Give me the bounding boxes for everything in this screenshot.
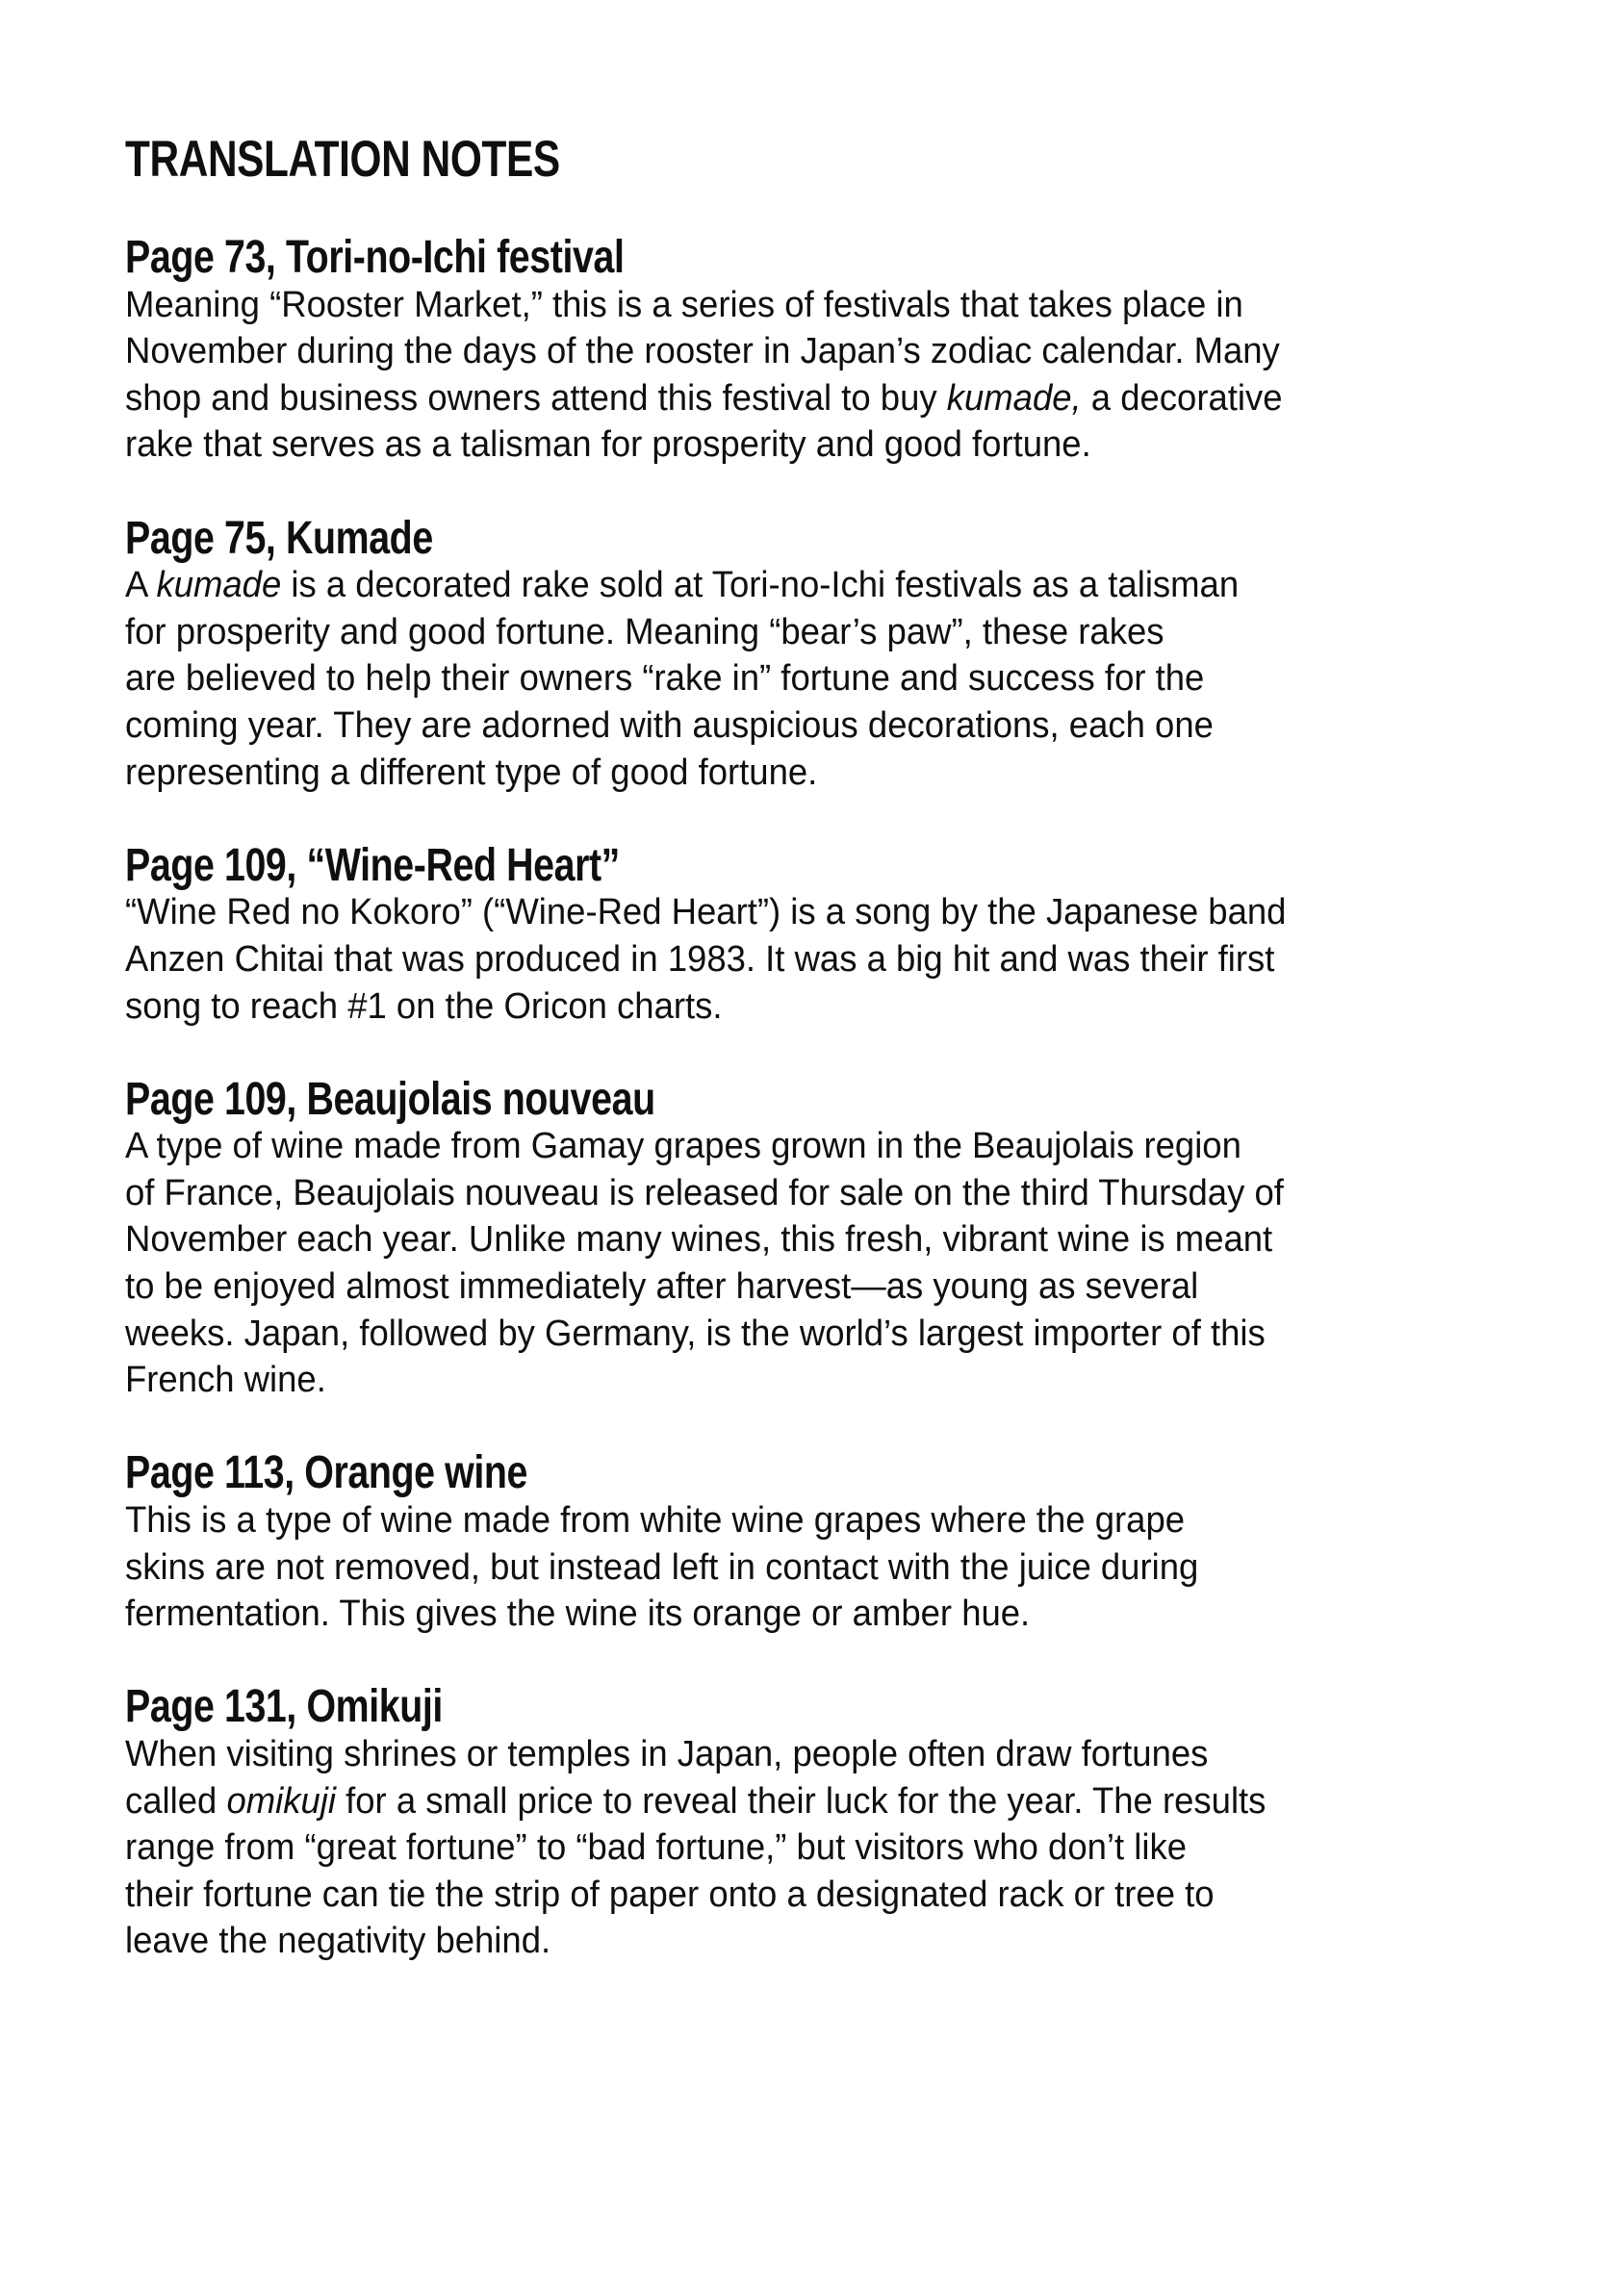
note-line (125, 1497, 1516, 1544)
note-line (125, 1357, 1516, 1404)
note-section (125, 1447, 1574, 1637)
text-segment: This is a type of wine made from white wine grapes where the grape (125, 1500, 1186, 1542)
note-line (125, 1731, 1516, 1778)
text-segment: their fortune can tie the strip of paper onto a designated rack or tree to (125, 1874, 1215, 1915)
text-segment: shop and business owners attend this festival to buy (125, 377, 947, 419)
italic-term: kumade (156, 565, 282, 606)
note-line (125, 375, 1516, 422)
text-segment: French wine. (125, 1360, 326, 1401)
note-section (125, 232, 1574, 469)
note-line (125, 889, 1516, 936)
text-segment: Anzen Chitai that was produced in 1983. It was a big hit and was their first (125, 938, 1275, 980)
text-segment: range from “great fortune” to “bad fortune,” but visitors who don’t like (125, 1827, 1188, 1869)
text-segment: leave the negativity behind. (125, 1921, 551, 1962)
note-line (125, 1824, 1516, 1872)
note-line (125, 702, 1516, 750)
text-segment: rake that serves as a talisman for prosperity and good fortune. (125, 424, 1091, 466)
note-line (125, 1123, 1516, 1170)
text-segment: for prosperity and good fortune. Meaning “bear’s paw”, these rakes (125, 611, 1164, 652)
note-line (125, 421, 1516, 469)
text-segment: skins are not removed, but instead left in contact with the juice during (125, 1546, 1199, 1588)
note-line (125, 1918, 1516, 1965)
italic-term: kumade, (946, 377, 1082, 419)
text-segment: to be enjoyed almost immediately after harvest—as young as several (125, 1266, 1199, 1308)
page-title: TRANSLATION NOTES (125, 131, 560, 188)
note-line (125, 1311, 1516, 1358)
note-heading: Page 73, Tori-no-Ichi festival (125, 232, 625, 283)
text-segment: for a small price to reveal their luck for the year. The results (335, 1780, 1267, 1822)
note-line (125, 1778, 1516, 1825)
italic-term: omikuji (226, 1780, 336, 1822)
note-line (125, 1591, 1516, 1638)
text-segment: fermentation. This gives the wine its orange or amber hue. (125, 1594, 1031, 1635)
notes-list (125, 232, 1574, 1965)
note-line (125, 609, 1516, 656)
note-heading: Page 109, “Wine-Red Heart” (125, 839, 620, 891)
text-segment: is a decorated rake sold at Tori-no-Ichi festivals as a talisman (281, 565, 1240, 606)
note-line (125, 655, 1516, 702)
text-segment: coming year. They are adorned with auspicious decorations, each one (125, 704, 1214, 746)
text-segment: November each year. Unlike many wines, this fresh, vibrant wine is meant (125, 1219, 1273, 1261)
note-line (125, 1216, 1516, 1263)
text-segment: weeks. Japan, followed by Germany, is the world’s largest importer of this (125, 1313, 1266, 1354)
text-segment: called (125, 1780, 227, 1822)
note-line (125, 1263, 1516, 1311)
note-line (125, 936, 1516, 983)
note-line (125, 282, 1516, 329)
text-segment: of France, Beaujolais nouveau is released for sale on the third Thursday of (125, 1172, 1284, 1213)
text-segment: Meaning “Rooster Market,” this is a series of festivals that takes place in (125, 284, 1243, 325)
note-line (125, 1872, 1516, 1919)
text-segment: representing a different type of good fortune. (125, 752, 818, 793)
text-segment: A type of wine made from Gamay grapes grown in the Beaujolais region (125, 1126, 1241, 1167)
text-segment: “Wine Red no Kokoro” (“Wine-Red Heart”) is a song by the Japanese band (125, 892, 1287, 933)
note-heading: Page 75, Kumade (125, 512, 433, 564)
note-line (125, 562, 1516, 609)
text-segment: When visiting shrines or temples in Japan, people often draw fortunes (125, 1734, 1209, 1774)
note-section (125, 1073, 1574, 1404)
note-line (125, 983, 1516, 1031)
note-line (125, 1544, 1516, 1592)
note-line (125, 1170, 1516, 1217)
note-heading: Page 113, Orange wine (125, 1447, 527, 1499)
text-segment: are believed to help their owners “rake in” fortune and success for the (125, 658, 1205, 700)
note-heading: Page 131, Omikuji (125, 1681, 443, 1733)
note-heading: Page 109, Beaujolais nouveau (125, 1073, 655, 1125)
note-line (125, 328, 1516, 375)
text-segment: November during the days of the rooster in Japan’s zodiac calendar. Many (125, 331, 1280, 372)
text-segment: a decorative (1081, 377, 1283, 419)
text-segment: A (125, 565, 157, 606)
note-section (125, 512, 1574, 797)
note-line (125, 750, 1516, 797)
note-section (125, 1681, 1574, 1965)
text-segment: song to reach #1 on the Oricon charts. (125, 985, 723, 1027)
note-section (125, 839, 1574, 1030)
